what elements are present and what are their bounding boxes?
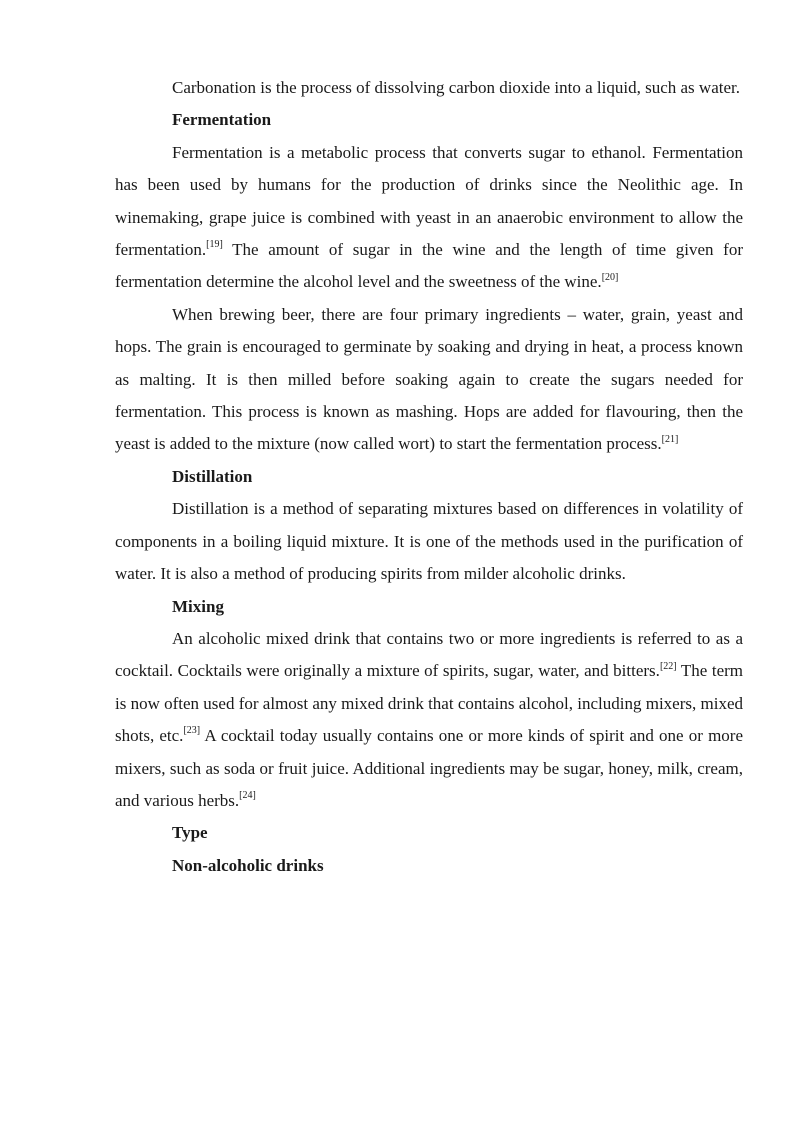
text-segment: The term is now often used for almost any mixed drink that contains alcohol, including mixers, mixed shots, etc. [115,661,744,746]
citation-23[interactable]: [23] [183,725,201,737]
heading-non-alcoholic-drinks: Non-alcoholic drinks [172,855,324,875]
text-segment: An alcoholic mixed drink that contains two or more ingredients is referred to as a cocktail. Cocktails were originally a mixture of spirits, sugar, water, and bitters. [115,628,743,681]
paragraph-mixing [115,623,743,817]
text-segment: Carbonation is the process of dissolving carbon dioxide into a liquid, such as water. [172,78,740,97]
text-segment: Fermentation is a metabolic process that converts sugar to ethanol. Fermentation has been used by humans for the production of drinks since the Neolithic age. In winemaking, grape juice is combined with yeast in an anaerobic environment to allow the fermentation. [115,142,743,260]
paragraph-fermentation [115,137,743,299]
heading-fermentation: Fermentation [172,110,272,130]
citation-24[interactable]: [24] [239,790,256,802]
heading-distillation: Distillation [172,466,253,486]
text-segment: When brewing beer, there are four primary ingredients – water, grain, yeast and hops. The grain is encouraged to germinate by soaking and drying in heat, a process known as malting. It is then milled before soaking again to create the sugars needed for fermentation. This process is known as mashing. Hops are added for flavouring, then the yeast is added to the mixture (now called wort) to start the fermentation process. [115,304,743,454]
text-segment: The amount of sugar in the wine and the length of time given for fermentation determine the alcohol level and the sweetness of the wine. [115,240,743,292]
citation-20[interactable]: [20] [601,271,619,283]
citation-21[interactable]: [21] [661,433,679,445]
text-segment: Distillation is a method of separating mixtures based on differences in volatility of components in a boiling liquid mixture. It is one of the methods used in the purification of water. It is also a method of producing spirits from milder alcoholic drinks. [115,499,743,584]
paragraph-distillation [115,493,743,590]
heading-mixing: Mixing [172,596,224,616]
citation-19[interactable]: [19] [206,239,223,251]
heading-type: Type [172,823,208,843]
document-page [115,72,743,882]
paragraph-carbonation [115,72,743,104]
text-segment: A cocktail today usually contains one or more kinds of spirit and one or more mixers, such as soda or fruit juice. Additional ingredients may be sugar, honey, milk, cream, and various herbs. [115,726,743,810]
citation-22[interactable]: [22] [659,660,677,672]
paragraph-brewing [115,299,743,461]
